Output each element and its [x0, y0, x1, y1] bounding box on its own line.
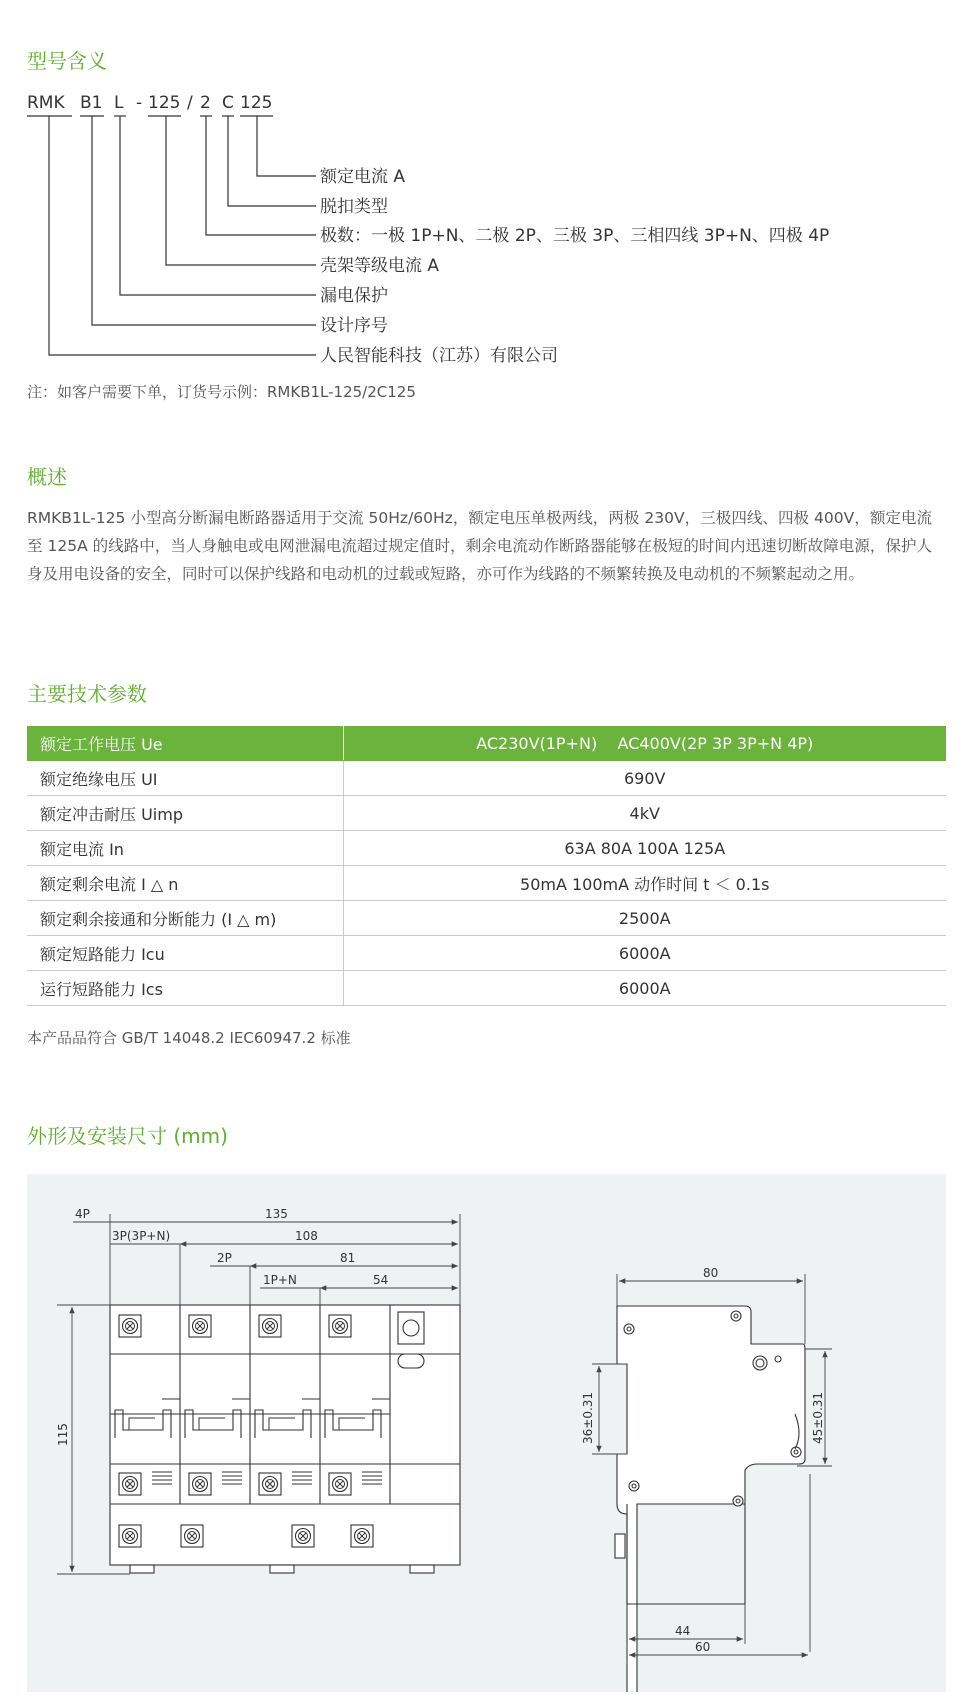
spec-value: 6000A [343, 936, 946, 971]
dim-label-54: 54 [373, 1273, 389, 1287]
dimension-drawing [27, 1174, 946, 1692]
dim-label-1pn: 1P+N [263, 1273, 297, 1287]
meaning-trip-type: 脱扣类型 [320, 197, 388, 217]
spec-key: 额定冲击耐压 Uimp [27, 796, 343, 831]
spec-key: 额定工作电压 Ue [27, 726, 343, 761]
spec-value: AC230V(1P+N) AC400V(2P 3P 3P+N 4P) [343, 726, 946, 761]
side-view [615, 1306, 805, 1692]
table-row [27, 901, 946, 936]
dim-label-108: 108 [295, 1229, 318, 1243]
overview-text: RMKB1L-125 小型高分断漏电断路器适用于交流 50Hz/60Hz，额定电压单极两线，两极 230V，三极四线、四极 400V，额定电流至 125A 的线路中，当人身触电或电网泄漏电流超过规定值时，剩余电流动作断路器能够在极短的时间内迅速切断故障电源，保护人身及用电设备的安全，同时可以保护线路和电动机的过载或短路，亦可作为线路的不频繁转换及电动机的不频繁起动之用。 [27, 509, 932, 583]
meaning-poles: 极数：一极 1P+N、二极 2P、三极 3P、三相四线 3P+N、四极 4P [320, 226, 830, 246]
specs-header-row [27, 726, 946, 761]
dim-label-3p: 3P(3P+N) [112, 1229, 171, 1243]
spec-key: 额定电流 In [27, 831, 343, 866]
code-part-series: RMK [27, 93, 65, 113]
front-view [110, 1305, 460, 1573]
specs-table [27, 726, 946, 1006]
spec-value: 50mA 100mA 动作时间 t ＜ 0.1s [343, 866, 946, 901]
code-part-dash: - [136, 93, 143, 113]
code-part-current: 125 [240, 93, 273, 113]
dim-label-115: 115 [56, 1423, 70, 1446]
dimensions-section-title: 外形及安装尺寸 (mm) [27, 1124, 228, 1148]
dim-label-36: 36±0.31 [581, 1391, 595, 1444]
table-row [27, 831, 946, 866]
spec-value: 6000A [343, 971, 946, 1006]
spec-value: 4kV [343, 796, 946, 831]
table-row [27, 761, 946, 796]
spec-value: 690V [343, 761, 946, 796]
spec-key: 额定剩余电流 I △ n [27, 866, 343, 901]
dim-label-60: 60 [695, 1640, 711, 1654]
model-code-legend [0, 85, 959, 370]
dim-label-44: 44 [675, 1624, 691, 1638]
dim-label-81: 81 [340, 1251, 356, 1265]
dim-label-45: 45±0.31 [811, 1391, 825, 1444]
code-part-poles: 2 [200, 93, 211, 113]
dim-label-135: 135 [265, 1207, 288, 1221]
meaning-leakage-protection: 漏电保护 [320, 286, 388, 306]
table-row [27, 971, 946, 1006]
model-section-title: 型号含义 [27, 49, 107, 73]
table-row [27, 866, 946, 901]
code-part-slash: / [187, 93, 193, 113]
table-row [27, 936, 946, 971]
code-part-frame: 125 [148, 93, 181, 113]
standard-note: 本产品品符合 GB/T 14048.2 IEC60947.2 标准 [27, 1029, 351, 1047]
dim-label-2p: 2P [217, 1251, 232, 1265]
meaning-company: 人民智能科技（江苏）有限公司 [320, 346, 558, 366]
legend-lines [27, 116, 316, 355]
overview-section-title: 概述 [27, 465, 67, 489]
code-part-trip: C [222, 93, 234, 113]
meaning-design-number: 设计序号 [320, 316, 388, 336]
meaning-rated-current: 额定电流 A [320, 167, 406, 187]
dim-label-80: 80 [703, 1266, 719, 1280]
dim-label-4p: 4P [75, 1207, 90, 1221]
spec-key: 额定短路能力 Icu [27, 936, 343, 971]
spec-key: 额定绝缘电压 UI [27, 761, 343, 796]
spec-value: 2500A [343, 901, 946, 936]
code-part-leakage: L [114, 93, 124, 113]
spec-value: 63A 80A 100A 125A [343, 831, 946, 866]
spec-key: 运行短路能力 Ics [27, 971, 343, 1006]
code-part-design: B1 [80, 93, 103, 113]
order-note: 注：如客户需要下单，订货号示例：RMKB1L-125/2C125 [27, 383, 416, 401]
spec-key: 额定剩余接通和分断能力 (I △ m) [27, 901, 343, 936]
meaning-frame-current: 壳架等级电流 A [320, 256, 440, 276]
specs-section-title: 主要技术参数 [27, 682, 147, 706]
table-row [27, 796, 946, 831]
dimension-drawing-panel [27, 1174, 946, 1692]
